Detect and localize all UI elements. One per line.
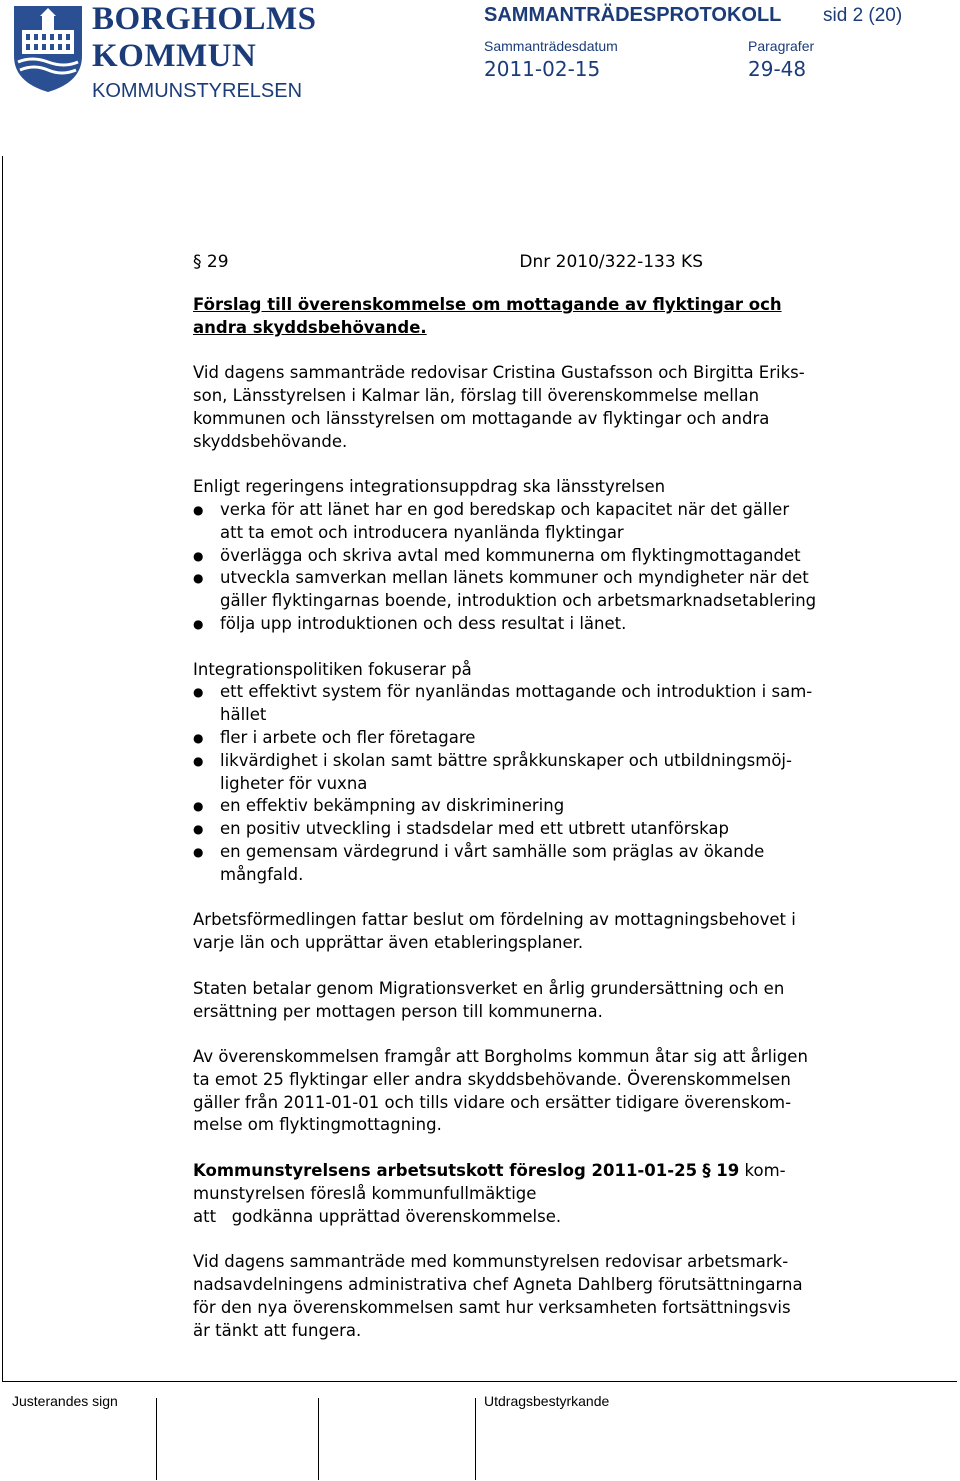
document-type: SAMMANTRÄDESPROTOKOLL: [484, 4, 782, 26]
ks-paragraph: Vid dagens sammanträde med kommunstyrelsen redovisar arbetsmark- nadsavdelningens administrativa chef Agneta Dahlberg förutsättningarna för den nya överenskommelsen samt hur verksamheten fortsättningsvis är tänkt att fungera.: [193, 1252, 803, 1340]
regeringen-list: [193, 499, 903, 636]
brand-name-line2: KOMMUN: [92, 38, 257, 74]
footer-rule: [2, 1381, 957, 1382]
list-item: ● en positiv utveckling i stadsdelar med ett utbrett utanförskap: [193, 818, 903, 841]
signature-box-divider: [318, 1398, 319, 1480]
list-item: ● överlägga och skriva avtal med kommunerna om flyktingmottagandet: [193, 545, 903, 568]
municipality-crest-icon: [12, 4, 84, 94]
list-item: ● en gemensam värdegrund i vårt samhälle som präglas av ökande mångfald.: [193, 841, 903, 887]
utdragsbestyrkande-label: Utdragsbestyrkande: [484, 1393, 610, 1409]
margin-rule: [2, 156, 3, 1382]
signature-box-divider: [475, 1398, 476, 1480]
arbetsformedlingen-paragraph: Arbetsförmedlingen fattar beslut om fördelning av mottagningsbehovet i varje län och upprättar även etableringsplaner.: [193, 910, 796, 953]
justerandes-sign-label: Justerandes sign: [12, 1393, 118, 1409]
politik-list: [193, 681, 903, 886]
brand-name-line1: BORGHOLMS: [92, 1, 317, 37]
signature-box-divider: [156, 1398, 157, 1480]
staten-paragraph: Staten betalar genom Migrationsverket en årlig grundersättning och en ersättning per mottagen person till kommunerna.: [193, 978, 785, 1021]
item-title: Förslag till överenskommelse om mottagande av flyktingar och andra skyddsbehövande.: [193, 294, 782, 337]
item-header: [193, 251, 703, 274]
politik-lead: Integrationspolitiken fokuserar på: [193, 659, 472, 679]
page-number: sid 2 (20): [823, 5, 903, 26]
meeting-date-label: Sammanträdesdatum: [484, 38, 618, 54]
minutes-body: [193, 251, 903, 1365]
list-item: ● ett effektivt system för nyanländas mottagande och introduktion i sam- hället: [193, 681, 903, 727]
list-item: ● följa upp introduktionen och dess resultat i länet.: [193, 613, 903, 636]
arbetsutskott-proposal: Kommunstyrelsens arbetsutskott föreslog 2011-01-25 § 19 kom- munstyrelsen föreslå kommunfullmäktige att godkänna upprättad överenskommelse.: [193, 1161, 786, 1226]
regeringen-lead: Enligt regeringens integrationsuppdrag ska länsstyrelsen: [193, 477, 666, 497]
list-item: ● verka för att länet har en god beredskap och kapacitet när det gäller att ta emot och introducera nyanlända flyktingar: [193, 499, 903, 545]
list-item: ● utveckla samverkan mellan länets kommuner och myndigheter när det gäller flyktingarnas boende, introduktion och arbetsmarknadsetablering: [193, 567, 903, 613]
overenskommelse-paragraph: Av överenskommelsen framgår att Borgholms kommun åtar sig att årligen ta emot 25 flyktingar eller andra skyddsbehövande. Överenskommelsen gäller från 2011-01-01 och tills vidare och ersätter tidigare överenskom- melse om flyktingmottagning.: [193, 1047, 808, 1135]
list-item: ● likvärdighet i skolan samt bättre språkkunskaper och utbildningsmöj- ligheter för vuxna: [193, 750, 903, 796]
item-dnr: Dnr 2010/322-133 KS: [519, 252, 703, 272]
item-number: § 29: [193, 252, 229, 272]
paragraphs-label: Paragrafer: [748, 38, 815, 54]
meeting-date-value: 2011-02-15: [484, 57, 601, 81]
list-item: ● fler i arbete och fler företagare: [193, 727, 903, 750]
list-item: ● en effektiv bekämpning av diskriminering: [193, 795, 903, 818]
paragraphs-value: 29-48: [748, 57, 807, 81]
intro-paragraph: Vid dagens sammanträde redovisar Cristina Gustafsson och Birgitta Eriks- son, Länsstyrelsen i Kalmar län, förslag till överenskommelse mellan kommunen och länsstyrelsen om mottagande av flyktingar och andra skyddsbehövande.: [193, 363, 805, 451]
committee-name: KOMMUNSTYRELSEN: [92, 80, 303, 102]
